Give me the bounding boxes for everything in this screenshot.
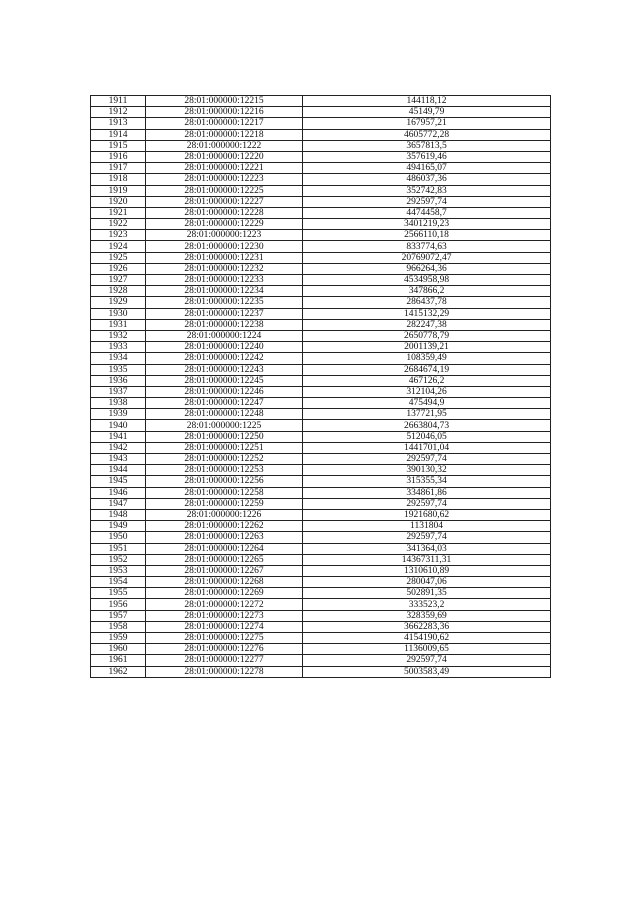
- cadastral-value-cell: 352742,83: [303, 185, 551, 196]
- cadastral-value-cell: 20769072,47: [303, 252, 551, 263]
- row-number-cell: 1948: [91, 509, 146, 520]
- row-number-cell: 1939: [91, 409, 146, 420]
- row-number-cell: 1961: [91, 655, 146, 666]
- cadastral-number-cell: 28:01:000000:12274: [146, 621, 303, 632]
- table-row: [91, 219, 551, 230]
- cadastral-value-cell: 292597,74: [303, 532, 551, 543]
- table-row: [91, 487, 551, 498]
- table-row: [91, 163, 551, 174]
- cadastral-number-cell: 28:01:000000:12221: [146, 163, 303, 174]
- cadastral-value-cell: 292597,74: [303, 498, 551, 509]
- row-number-cell: 1920: [91, 196, 146, 207]
- table-row: [91, 275, 551, 286]
- table-row: [91, 207, 551, 218]
- cadastral-value-cell: 137721,95: [303, 409, 551, 420]
- row-number-cell: 1941: [91, 431, 146, 442]
- row-number-cell: 1918: [91, 174, 146, 185]
- table-row: [91, 599, 551, 610]
- row-number-cell: 1956: [91, 599, 146, 610]
- row-number-cell: 1940: [91, 420, 146, 431]
- cadastral-number-cell: 28:01:000000:12259: [146, 498, 303, 509]
- cadastral-number-cell: 28:01:000000:12248: [146, 409, 303, 420]
- cadastral-number-cell: 28:01:000000:1224: [146, 330, 303, 341]
- cadastral-value-cell: 1441701,04: [303, 442, 551, 453]
- table-row: [91, 532, 551, 543]
- cadastral-number-cell: 28:01:000000:12227: [146, 196, 303, 207]
- cadastral-value-cell: 280047,06: [303, 577, 551, 588]
- cadastral-value-cell: 292597,74: [303, 196, 551, 207]
- cadastral-number-cell: 28:01:000000:12246: [146, 386, 303, 397]
- cadastral-value-cell: 282247,38: [303, 319, 551, 330]
- cadastral-value-table: [90, 95, 551, 678]
- cadastral-value-cell: 45149,79: [303, 107, 551, 118]
- table-row: [91, 509, 551, 520]
- row-number-cell: 1912: [91, 107, 146, 118]
- table-row: [91, 431, 551, 442]
- table-row: [91, 543, 551, 554]
- cadastral-value-cell: 2684674,19: [303, 364, 551, 375]
- table-row: [91, 610, 551, 621]
- row-number-cell: 1927: [91, 275, 146, 286]
- table-row: [91, 375, 551, 386]
- cadastral-value-cell: 3401219,23: [303, 219, 551, 230]
- table-row: [91, 252, 551, 263]
- cadastral-value-cell: 347866,2: [303, 286, 551, 297]
- row-number-cell: 1946: [91, 487, 146, 498]
- table-row: [91, 297, 551, 308]
- cadastral-value-cell: 333523,2: [303, 599, 551, 610]
- cadastral-number-cell: 28:01:000000:12215: [146, 96, 303, 107]
- cadastral-number-cell: 28:01:000000:12233: [146, 275, 303, 286]
- cadastral-value-cell: 1136009,65: [303, 644, 551, 655]
- table-body: [91, 96, 551, 678]
- row-number-cell: 1962: [91, 666, 146, 677]
- row-number-cell: 1917: [91, 163, 146, 174]
- table-row: [91, 96, 551, 107]
- table-row: [91, 386, 551, 397]
- row-number-cell: 1935: [91, 364, 146, 375]
- cadastral-value-cell: 390130,32: [303, 465, 551, 476]
- cadastral-number-cell: 28:01:000000:12240: [146, 342, 303, 353]
- row-number-cell: 1954: [91, 577, 146, 588]
- table-row: [91, 633, 551, 644]
- table-row: [91, 196, 551, 207]
- row-number-cell: 1959: [91, 633, 146, 644]
- cadastral-value-cell: 966264,36: [303, 263, 551, 274]
- cadastral-value-cell: 2650778,79: [303, 330, 551, 341]
- cadastral-number-cell: 28:01:000000:12262: [146, 521, 303, 532]
- cadastral-number-cell: 28:01:000000:1226: [146, 509, 303, 520]
- cadastral-number-cell: 28:01:000000:12223: [146, 174, 303, 185]
- table-row: [91, 554, 551, 565]
- table-row: [91, 577, 551, 588]
- cadastral-number-cell: 28:01:000000:12217: [146, 118, 303, 129]
- row-number-cell: 1958: [91, 621, 146, 632]
- cadastral-number-cell: 28:01:000000:12275: [146, 633, 303, 644]
- cadastral-number-cell: 28:01:000000:12243: [146, 364, 303, 375]
- table-row: [91, 241, 551, 252]
- row-number-cell: 1930: [91, 308, 146, 319]
- row-number-cell: 1924: [91, 241, 146, 252]
- row-number-cell: 1913: [91, 118, 146, 129]
- row-number-cell: 1922: [91, 219, 146, 230]
- cadastral-number-cell: 28:01:000000:12273: [146, 610, 303, 621]
- cadastral-number-cell: 28:01:000000:12265: [146, 554, 303, 565]
- cadastral-value-cell: 2001139,21: [303, 342, 551, 353]
- cadastral-value-cell: 4474458,7: [303, 207, 551, 218]
- cadastral-value-cell: 341364,03: [303, 543, 551, 554]
- cadastral-value-cell: 1415132,29: [303, 308, 551, 319]
- cadastral-value-cell: 14367311,31: [303, 554, 551, 565]
- row-number-cell: 1911: [91, 96, 146, 107]
- cadastral-value-cell: 292597,74: [303, 655, 551, 666]
- cadastral-value-cell: 502891,35: [303, 588, 551, 599]
- cadastral-number-cell: 28:01:000000:12216: [146, 107, 303, 118]
- cadastral-number-cell: 28:01:000000:12267: [146, 565, 303, 576]
- table-row: [91, 454, 551, 465]
- cadastral-value-cell: 1131804: [303, 521, 551, 532]
- cadastral-number-cell: 28:01:000000:12218: [146, 129, 303, 140]
- cadastral-number-cell: 28:01:000000:12234: [146, 286, 303, 297]
- cadastral-number-cell: 28:01:000000:1223: [146, 230, 303, 241]
- cadastral-value-cell: 4534958,98: [303, 275, 551, 286]
- row-number-cell: 1914: [91, 129, 146, 140]
- row-number-cell: 1925: [91, 252, 146, 263]
- cadastral-value-cell: 1921680,62: [303, 509, 551, 520]
- table-row: [91, 655, 551, 666]
- cadastral-number-cell: 28:01:000000:12228: [146, 207, 303, 218]
- cadastral-value-cell: 292597,74: [303, 454, 551, 465]
- table-row: [91, 644, 551, 655]
- row-number-cell: 1945: [91, 476, 146, 487]
- table-row: [91, 174, 551, 185]
- cadastral-value-cell: 286437,78: [303, 297, 551, 308]
- cadastral-number-cell: 28:01:000000:12235: [146, 297, 303, 308]
- row-number-cell: 1926: [91, 263, 146, 274]
- cadastral-value-cell: 312104,26: [303, 386, 551, 397]
- cadastral-number-cell: 28:01:000000:12245: [146, 375, 303, 386]
- cadastral-number-cell: 28:01:000000:12263: [146, 532, 303, 543]
- cadastral-number-cell: 28:01:000000:12247: [146, 398, 303, 409]
- table-row: [91, 140, 551, 151]
- row-number-cell: 1929: [91, 297, 146, 308]
- row-number-cell: 1934: [91, 353, 146, 364]
- cadastral-value-cell: 512046,05: [303, 431, 551, 442]
- row-number-cell: 1943: [91, 454, 146, 465]
- row-number-cell: 1928: [91, 286, 146, 297]
- cadastral-number-cell: 28:01:000000:12264: [146, 543, 303, 554]
- table-row: [91, 151, 551, 162]
- row-number-cell: 1949: [91, 521, 146, 532]
- cadastral-number-cell: 28:01:000000:12258: [146, 487, 303, 498]
- cadastral-number-cell: 28:01:000000:12242: [146, 353, 303, 364]
- row-number-cell: 1921: [91, 207, 146, 218]
- table-row: [91, 398, 551, 409]
- cadastral-number-cell: 28:01:000000:12238: [146, 319, 303, 330]
- row-number-cell: 1944: [91, 465, 146, 476]
- cadastral-value-cell: 334861,86: [303, 487, 551, 498]
- cadastral-number-cell: 28:01:000000:12269: [146, 588, 303, 599]
- cadastral-number-cell: 28:01:000000:12231: [146, 252, 303, 263]
- table-row: [91, 621, 551, 632]
- row-number-cell: 1952: [91, 554, 146, 565]
- table-row: [91, 588, 551, 599]
- cadastral-value-cell: 2566110,18: [303, 230, 551, 241]
- cadastral-value-cell: 475494,9: [303, 398, 551, 409]
- table-row: [91, 442, 551, 453]
- table-row: [91, 565, 551, 576]
- cadastral-value-cell: 328359,69: [303, 610, 551, 621]
- row-number-cell: 1960: [91, 644, 146, 655]
- cadastral-number-cell: 28:01:000000:12277: [146, 655, 303, 666]
- cadastral-value-cell: 486037,36: [303, 174, 551, 185]
- cadastral-value-cell: 1310610,89: [303, 565, 551, 576]
- cadastral-value-cell: 2663804,73: [303, 420, 551, 431]
- table-row: [91, 465, 551, 476]
- cadastral-number-cell: 28:01:000000:1225: [146, 420, 303, 431]
- row-number-cell: 1915: [91, 140, 146, 151]
- cadastral-number-cell: 28:01:000000:12253: [146, 465, 303, 476]
- table-row: [91, 185, 551, 196]
- table-row: [91, 364, 551, 375]
- cadastral-value-cell: 494165,07: [303, 163, 551, 174]
- cadastral-value-cell: 357619,46: [303, 151, 551, 162]
- row-number-cell: 1951: [91, 543, 146, 554]
- row-number-cell: 1953: [91, 565, 146, 576]
- cadastral-value-cell: 3662283,36: [303, 621, 551, 632]
- table-row: [91, 420, 551, 431]
- row-number-cell: 1931: [91, 319, 146, 330]
- cadastral-value-cell: 833774,63: [303, 241, 551, 252]
- table-row: [91, 330, 551, 341]
- cadastral-value-cell: 4154190,62: [303, 633, 551, 644]
- table-row: [91, 476, 551, 487]
- cadastral-value-cell: 144118,12: [303, 96, 551, 107]
- row-number-cell: 1933: [91, 342, 146, 353]
- cadastral-number-cell: 28:01:000000:1222: [146, 140, 303, 151]
- cadastral-number-cell: 28:01:000000:12250: [146, 431, 303, 442]
- row-number-cell: 1955: [91, 588, 146, 599]
- cadastral-number-cell: 28:01:000000:12229: [146, 219, 303, 230]
- cadastral-number-cell: 28:01:000000:12272: [146, 599, 303, 610]
- cadastral-number-cell: 28:01:000000:12225: [146, 185, 303, 196]
- cadastral-number-cell: 28:01:000000:12232: [146, 263, 303, 274]
- table-row: [91, 286, 551, 297]
- cadastral-value-cell: 467126,2: [303, 375, 551, 386]
- row-number-cell: 1947: [91, 498, 146, 509]
- table-row: [91, 409, 551, 420]
- table-row: [91, 118, 551, 129]
- row-number-cell: 1932: [91, 330, 146, 341]
- cadastral-number-cell: 28:01:000000:12220: [146, 151, 303, 162]
- row-number-cell: 1919: [91, 185, 146, 196]
- row-number-cell: 1937: [91, 386, 146, 397]
- row-number-cell: 1957: [91, 610, 146, 621]
- cadastral-number-cell: 28:01:000000:12256: [146, 476, 303, 487]
- table-row: [91, 342, 551, 353]
- cadastral-number-cell: 28:01:000000:12230: [146, 241, 303, 252]
- table-row: [91, 319, 551, 330]
- table-row: [91, 107, 551, 118]
- table-row: [91, 353, 551, 364]
- cadastral-number-cell: 28:01:000000:12268: [146, 577, 303, 588]
- cadastral-value-cell: 108359,49: [303, 353, 551, 364]
- cadastral-number-cell: 28:01:000000:12278: [146, 666, 303, 677]
- table-row: [91, 308, 551, 319]
- table-row: [91, 129, 551, 140]
- cadastral-value-cell: 4605772,28: [303, 129, 551, 140]
- row-number-cell: 1923: [91, 230, 146, 241]
- cadastral-number-cell: 28:01:000000:12276: [146, 644, 303, 655]
- row-number-cell: 1938: [91, 398, 146, 409]
- table-row: [91, 230, 551, 241]
- row-number-cell: 1916: [91, 151, 146, 162]
- row-number-cell: 1936: [91, 375, 146, 386]
- table-row: [91, 666, 551, 677]
- row-number-cell: 1942: [91, 442, 146, 453]
- cadastral-number-cell: 28:01:000000:12237: [146, 308, 303, 319]
- table-row: [91, 498, 551, 509]
- cadastral-value-cell: 3657813,5: [303, 140, 551, 151]
- table-row: [91, 263, 551, 274]
- table-row: [91, 521, 551, 532]
- cadastral-value-cell: 167957,21: [303, 118, 551, 129]
- cadastral-value-cell: 315355,34: [303, 476, 551, 487]
- row-number-cell: 1950: [91, 532, 146, 543]
- cadastral-number-cell: 28:01:000000:12252: [146, 454, 303, 465]
- cadastral-number-cell: 28:01:000000:12251: [146, 442, 303, 453]
- cadastral-value-cell: 5003583,49: [303, 666, 551, 677]
